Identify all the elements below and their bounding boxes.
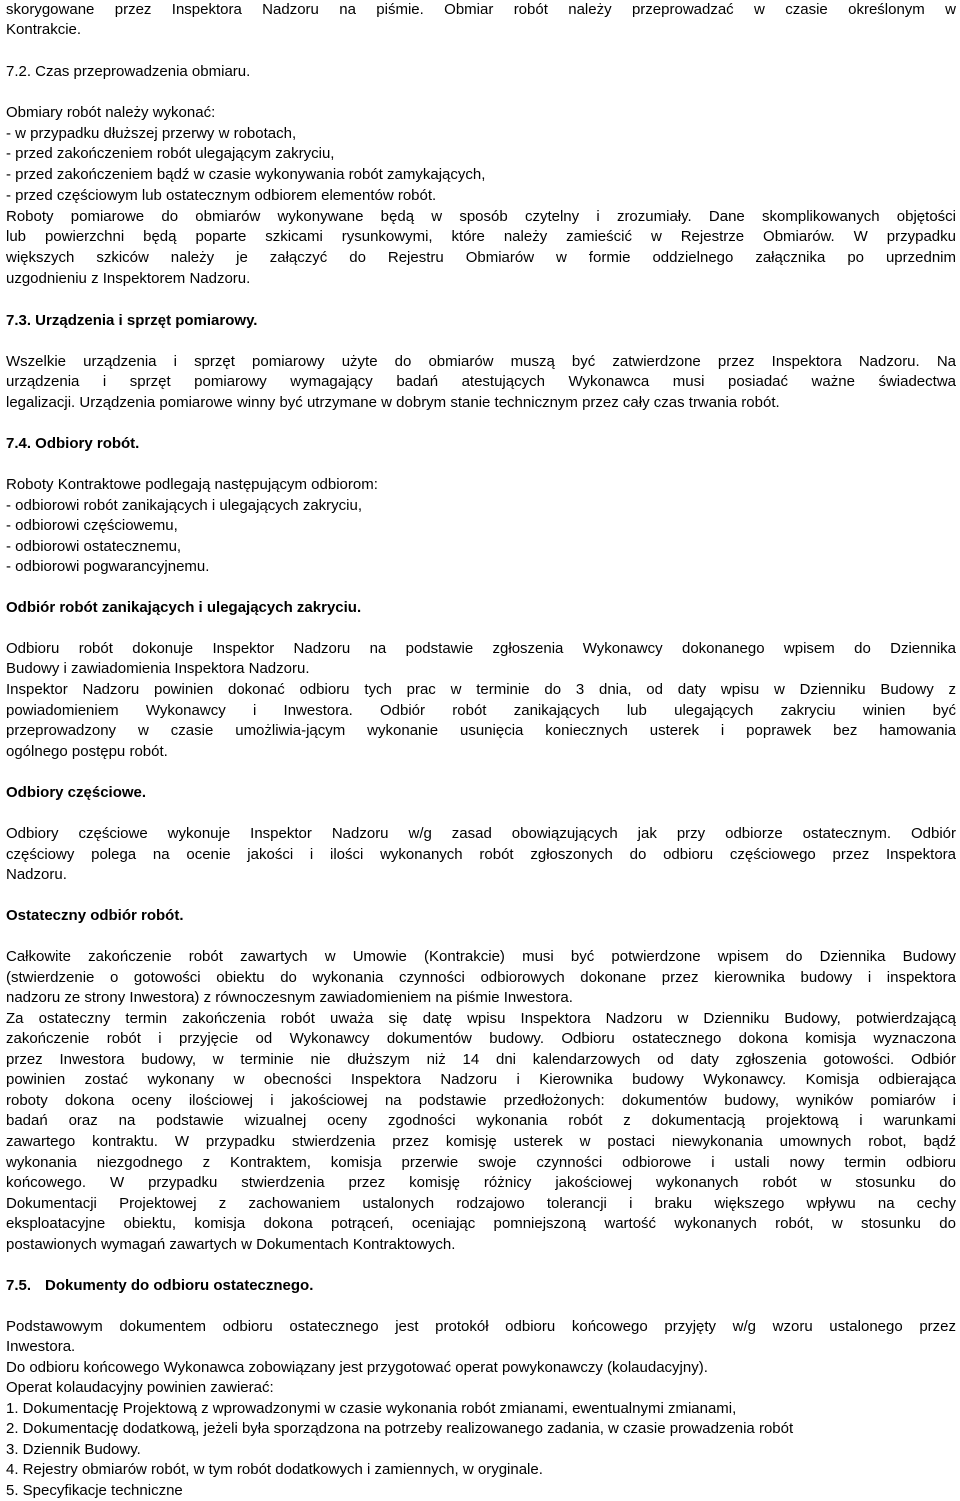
- text-line: powiadomieniem Wykonawcy i Inwestora. Odbiór robót zanikających lub ulegających zakryciu winien być: [6, 702, 956, 719]
- text-line: - odbiorowi częściowemu,: [6, 517, 178, 534]
- text-line: Podstawowym dokumentem odbioru ostatecznego jest protokół odbioru końcowego przyjęty w/g wzoru ustalonego przez: [6, 1318, 956, 1335]
- text-line: eksploatacyjne obiektu, komisja dokona potrąceń, oceniając pomniejszoną wartość wykonanych robót, w stosunku do: [6, 1215, 956, 1232]
- text-line: 5. Specyfikacje techniczne: [6, 1482, 183, 1499]
- text-line: roboty dokona oceny ilościowej i jakościowej na podstawie przedłożonych: dokumentów budowy, wyników pomiarów i: [6, 1092, 956, 1109]
- text-line: końcowego. W przypadku stwierdzenia przez komisję różnicy jakościowej wykonanych robót w stosunku do: [6, 1174, 956, 1191]
- text-line: urządzenia i sprzęt pomiarowy wymagający badań atestujących Wykonawca musi posiadać ważne świadectwa: [6, 373, 956, 390]
- section-heading: Odbiory częściowe.: [6, 784, 147, 801]
- section-heading: [6, 1276, 956, 1296]
- text-line: Do odbioru końcowego Wykonawca zobowiązany jest przygotować operat powykonawczy (kolaudacyjny).: [6, 1359, 708, 1376]
- text-line: 4. Rejestry obmiarów robót, w tym robót dodatkowych i zamiennych, w oryginale.: [6, 1461, 543, 1478]
- section-heading: Ostateczny odbiór robót.: [6, 907, 184, 924]
- text-line: - odbiorowi ostatecznemu,: [6, 538, 182, 555]
- text-line: nadzoru ze strony Inwestora) z równoczesnym zawiadomieniem na piśmie Inwestora.: [6, 989, 573, 1006]
- text-line: - przed częściowym lub ostatecznym odbiorem elementów robót.: [6, 187, 437, 204]
- text-line: - przed zakończeniem robót ulegającym zakryciu,: [6, 145, 335, 162]
- text-line: (stwierdzenie o gotowości obiektu do wykonania czynności odbiorowych dokonane przez kierownika budowy i inspektora: [6, 969, 956, 986]
- text-line: ogólnego postępu robót.: [6, 743, 168, 760]
- text-line: Kontrakcie.: [6, 21, 82, 38]
- text-line: 2. Dokumentację dodatkową, jeżeli była sporządzona na potrzeby realizowanego zadania, w czasie prowadzenia robót: [6, 1420, 794, 1437]
- text-line: uzgodnieniu z Inspektorem Nadzoru.: [6, 270, 251, 287]
- text-line: Inwestora.: [6, 1338, 76, 1355]
- text-line: przez Inwestora budowy, w terminie nie dłuższym niż 14 dni kalendarzowych od daty zgłoszenia gotowości. Odbiór: [6, 1051, 956, 1068]
- text-line: Inspektor Nadzoru powinien dokonać odbioru tych prac w terminie do 3 dnia, od daty wpisu w Dzienniku Budowy z: [6, 681, 956, 698]
- text-line: Obmiary robót należy wykonać:: [6, 104, 216, 121]
- text-line: Roboty Kontraktowe podlegają następującym odbiorom:: [6, 476, 378, 493]
- text-line: częściowy polega na ocenie jakości i ilości wykonanych robót zgłoszonych do odbioru częściowego przez Inspektora: [6, 846, 956, 863]
- text-line: Za ostateczny termin zakończenia robót uważa się datę wpisu Inspektora Nadzoru w Dzienniku Budowy, potwierdzającą: [6, 1010, 956, 1027]
- text-line: - przed zakończeniem bądź w czasie wykonywania robót zamykających,: [6, 166, 486, 183]
- text-line: Odbiory częściowe wykonuje Inspektor Nadzoru w/g zasad obowiązujących jak przy odbiorze ostatecznym. Odbiór: [6, 825, 956, 842]
- text-line: powinien zostać wykonany w obecności Inspektora Nadzoru i Kierownika budowy Wykonawcy. Komisja odbierająca: [6, 1071, 956, 1088]
- text-line: skorygowane przez Inspektora Nadzoru na piśmie. Obmiar robót należy przeprowadzać w czasie określonym w: [6, 1, 956, 18]
- section-heading: Odbiór robót zanikających i ulegających zakryciu.: [6, 599, 362, 616]
- text-line: lub powierzchni będą poparte szkicami rysunkowymi, które należy zamieścić w Rejestrze Obmiarów. W przypadku: [6, 228, 956, 245]
- text-line: wykonania niezgodnego z Kontraktem, komisja przerwie swoje czynności odbiorowe i ustali nowy termin odbioru: [6, 1154, 956, 1171]
- text-line: - odbiorowi pogwarancyjnemu.: [6, 558, 210, 575]
- section-number: 7.5.: [6, 1277, 32, 1294]
- text-line: badań oraz na podstawie wizualnej oceny zgodności wykonania robót z dokumentacją projektową i warunkami: [6, 1112, 956, 1129]
- section-title: Dokumenty do odbioru ostatecznego.: [45, 1277, 314, 1294]
- text-line: przeprowadzony w czasie umożliwia-jącym wykonanie usunięcia koniecznych usterek i poprawek bez hamowania: [6, 722, 956, 739]
- text-line: Roboty pomiarowe do obmiarów wykonywane będą w sposób czytelny i zrozumiały. Dane skomplikowanych objętości: [6, 208, 956, 225]
- text-line: - odbiorowi robót zanikających i ulegających zakryciu,: [6, 497, 363, 514]
- text-line: Wszelkie urządzenia i sprzęt pomiarowy użyte do obmiarów muszą być zatwierdzone przez Inspektora Nadzoru. Na: [6, 353, 956, 370]
- text-line: Całkowite zakończenie robót zawartych w Umowie (Kontrakcie) musi być potwierdzone wpisem do Dziennika Budowy: [6, 948, 956, 965]
- text-line: 3. Dziennik Budowy.: [6, 1441, 141, 1458]
- text-line: zakończenie robót i przyjęcie od Wykonawcy dokumentów budowy. Odbioru ostatecznego dokona komisja wyznaczona: [6, 1030, 956, 1047]
- section-heading: 7.3. Urządzenia i sprzęt pomiarowy.: [6, 312, 258, 329]
- text-line: Budowy i zawiadomienia Inspektora Nadzoru.: [6, 660, 310, 677]
- text-line: Operat kolaudacyjny powinien zawierać:: [6, 1379, 274, 1396]
- text-line: 7.2. Czas przeprowadzenia obmiaru.: [6, 63, 251, 80]
- section-heading: 7.4. Odbiory robót.: [6, 435, 140, 452]
- text-line: zawartego kontraktu. W przypadku stwierdzenia przez komisję usterek w postaci niewykonania umownych robot, bądź: [6, 1133, 956, 1150]
- text-line: postawionych wymagań zawartych w Dokumentach Kontraktowych.: [6, 1236, 456, 1253]
- text-line: - w przypadku dłuższej przerwy w robotach,: [6, 125, 297, 142]
- text-line: Odbioru robót dokonuje Inspektor Nadzoru na podstawie zgłoszenia Wykonawcy dokonanego wpisem do Dziennika: [6, 640, 956, 657]
- text-line: legalizacji. Urządzenia pomiarowe winny być utrzymane w dobrym stanie technicznym przez cały czas trwania robót.: [6, 394, 780, 411]
- text-line: 1. Dokumentację Projektową z wprowadzonymi w czasie wykonania robót zmianami, ewentualnymi zmianami,: [6, 1400, 737, 1417]
- text-line: Nadzoru.: [6, 866, 67, 883]
- text-line: Dokumentacji Projektowej z zachowaniem ustalonych rodzajowo tolerancji i braku większego wpływu na cechy: [6, 1195, 956, 1212]
- text-line: większych szkiców należy je załączyć do Rejestru Obmiarów w formie oddzielnego załącznika po uprzednim: [6, 249, 956, 266]
